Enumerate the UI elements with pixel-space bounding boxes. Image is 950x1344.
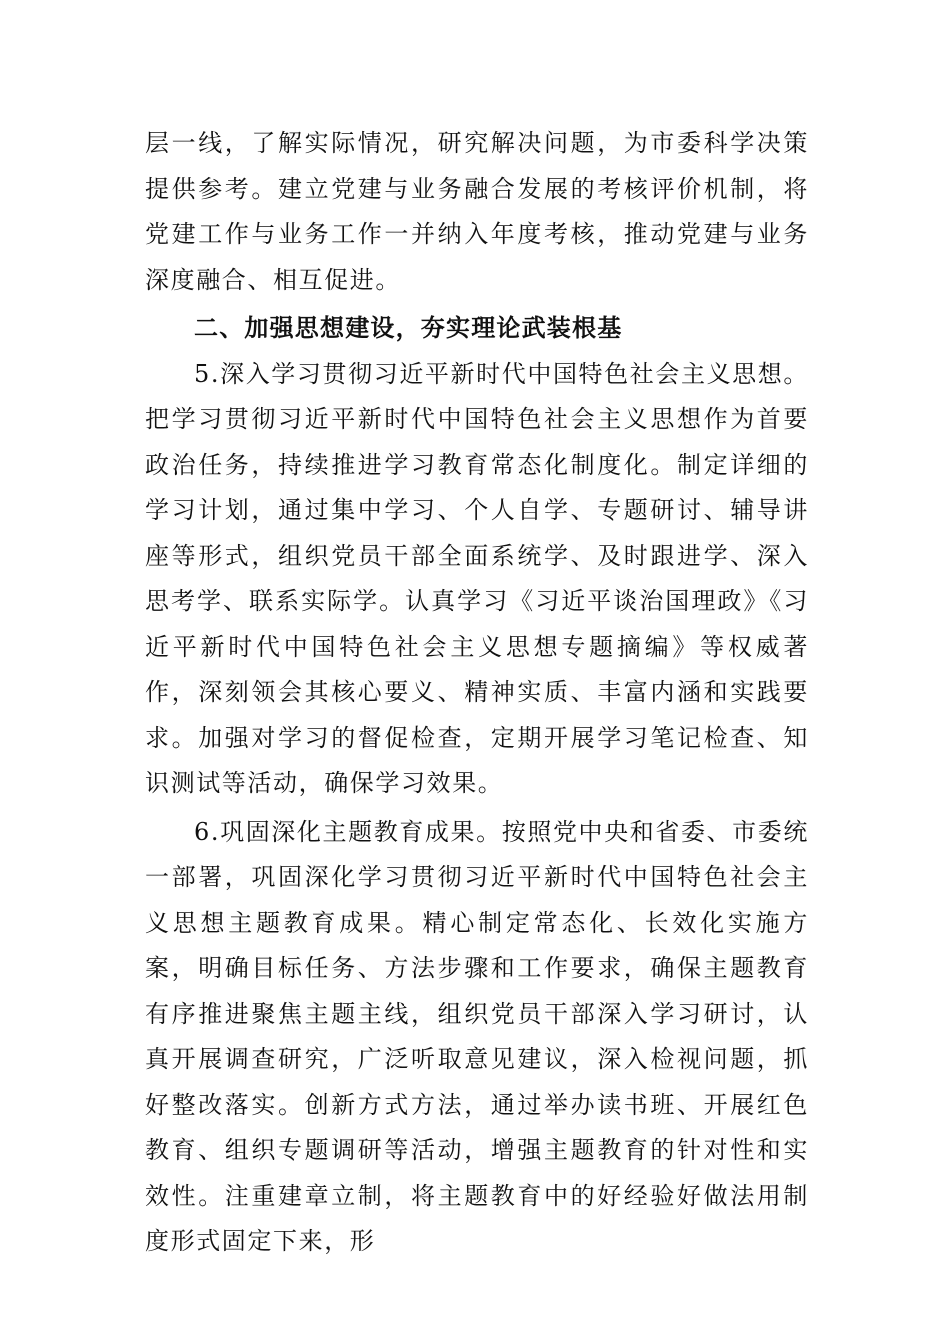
paragraph-continued: 层一线，了解实际情况，研究解决问题，为市委科学决策提供参考。建立党建与业务融合发展的考核评价机制，将党建工作与业务工作一并纳入年度考核，推动党建与业务深度融合、相互促进。 xyxy=(145,129,809,294)
paragraph-item-5: 5.深入学习贯彻习近平新时代中国特色社会主义思想。把学习贯彻习近平新时代中国特色社会主义思想作为首要政治任务，持续推进学习教育常态化制度化。制定详细的学习计划，通过集中学习、个人自学、专题研讨、辅导讲座等形式，组织党员干部全面系统学、及时跟进学、深入思考学、联系实际学。认真学习《习近平谈治国理政》《习近平新时代中国特色社会主义思想专题摘编》等权威著作，深刻领会其核心要义、精神实质、丰富内涵和实践要求。加强对学习的督促检查，定期开展学习笔记检查、知识测试等活动，确保学习效果。 xyxy=(145,359,809,797)
paragraph-item-6: 6.巩固深化主题教育成果。按照党中央和省委、市委统一部署，巩固深化学习贯彻习近平新时代中国特色社会主义思想主题教育成果。精心制定常态化、长效化实施方案，明确目标任务、方法步骤和工作要求，确保主题教育有序推进聚焦主题主线，组织党员干部深入学习研讨，认真开展调查研究，广泛听取意见建议，深入检视问题，抓好整改落实。创新方式方法，通过举办读书班、开展红色教育、组织专题调研等活动，增强主题教育的针对性和实效性。注重建章立制，将主题教育中的好经验好做法用制度形式固定下来，形 xyxy=(145,817,809,1255)
section-heading: 二、加强思想建设，夯实理论武装根基 xyxy=(194,314,623,342)
document-body xyxy=(145,121,809,1265)
